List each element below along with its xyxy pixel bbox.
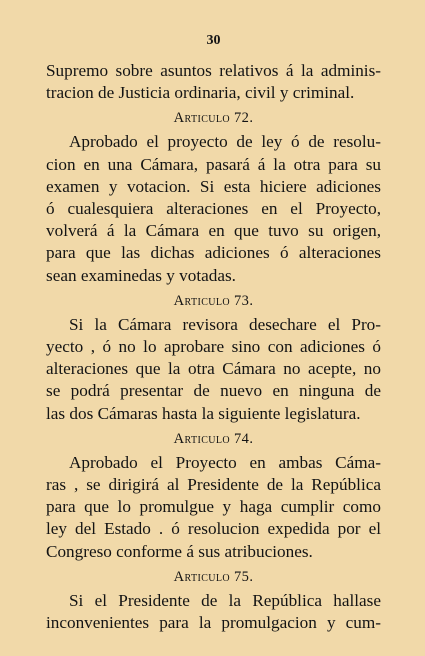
text-line: alteraciones que la otra Cámara no acepte, no [46,359,381,379]
text-line: cion en una Cámara, pasará á la otra para su [46,154,381,174]
text-line: Aprobado el Proyecto en ambas Cáma- [69,452,381,472]
text-line: ó cualesquiera alteraciones en el Proyecto, [46,199,381,219]
text-line: Supremo sobre asuntos relativos á la adminis- [46,61,381,80]
text-line: volverá á la Cámara en que tuvo su origen, [46,221,381,241]
text-line: Congreso conforme á sus atribuciones. [46,541,313,561]
text-line: para que las dichas adiciones ó alteraciones [46,243,381,263]
page-body [46,60,381,634]
text-line: tracion de Justicia ordinaria, civil y criminal. [46,83,355,103]
text-line: Si el Presidente de la República hallase [69,590,381,610]
article-heading: Articulo 75. [173,568,254,585]
text-line: para que lo promulgue y haga cumplir como [46,497,381,517]
article-heading: Articulo 73. [173,292,254,309]
text-line: ley del Estado . ó resolucion expedida por el [46,519,381,539]
text-line: se podrá presentar de nuevo en ninguna de [46,381,381,401]
page-number: 30 [206,33,221,48]
continued-paragraph [46,60,381,104]
text-line: inconvenientes para la promulgacion y cum- [46,613,381,633]
text-line: las dos Cámaras hasta la siguiente legislatura. [46,403,361,423]
article-heading: Articulo 72. [173,110,254,127]
text-line: Si la Cámara revisora desechare el Pro- [69,314,381,334]
text-line: ras , se dirigirá al Presidente de la República [46,475,381,495]
article-heading: Articulo 74. [173,430,254,447]
text-line: sean examinedas y votadas. [46,265,236,285]
text-line: examen y votacion. Si esta hiciere adiciones [46,176,381,196]
article-paragraph [46,314,381,425]
text-line: yecto , ó no lo aprobare sino con adiciones ó [46,337,381,357]
article-paragraph [46,131,381,286]
article-paragraph [46,590,381,634]
text-line: Aprobado el proyecto de ley ó de resolu- [69,132,381,152]
article-paragraph [46,452,381,563]
